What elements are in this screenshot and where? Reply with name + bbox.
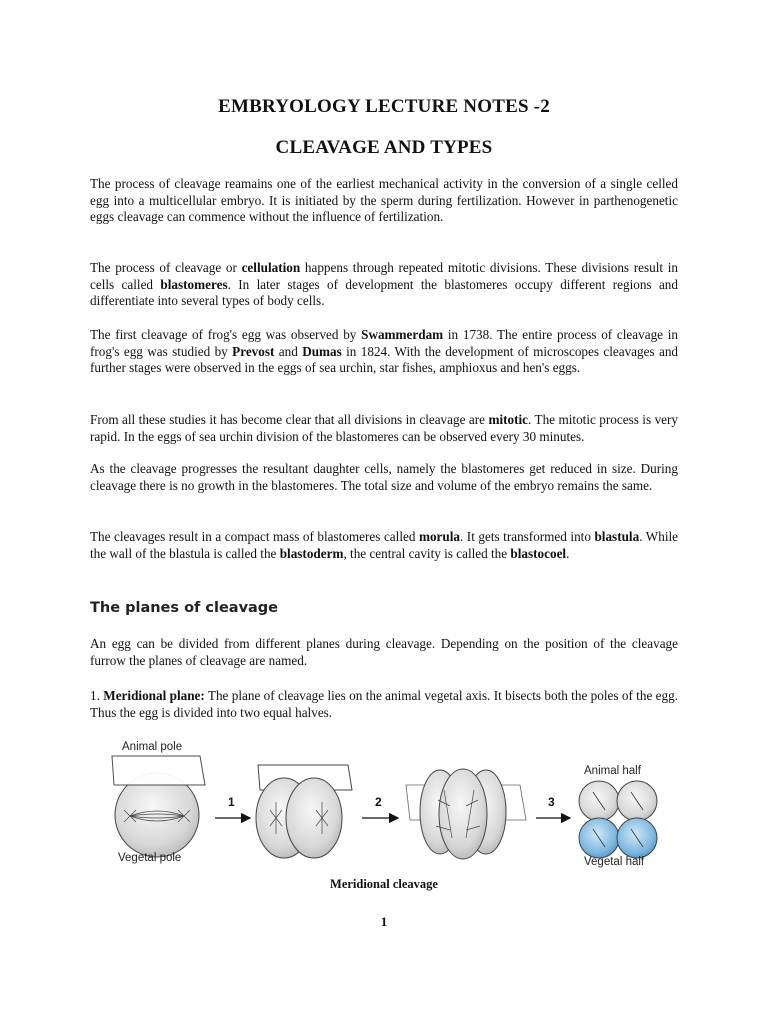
arrow-step-2 [362, 795, 398, 818]
egg-animal-vegetal-halves [579, 765, 657, 868]
egg-two-cell [256, 765, 352, 858]
arrow-step-3 [536, 795, 570, 818]
page-number: 1 [380, 914, 388, 929]
paragraph-cellulation: The process of cleavage or cellulation happens through repeated mitotic divisions. These divisions result in cells called blastomeres. In later stages of development the blastomeres occupy different regions and differentiate into several types of body cells. [90, 260, 678, 308]
paragraph-mitotic: From all these studies it has become clear that all divisions in cleavage are mitotic. The mitotic process is very rapid. In the eggs of sea urchin division of the blastomeres can be observed every 30 minutes. [90, 412, 678, 444]
cleavage-plane [112, 756, 205, 785]
paragraph-morula: The cleavages result in a compact mass of blastomeres called morula. It gets transformed into blastula. While the wall of the blastula is called the blastoderm, the central cavity is called the blastocoel. [90, 529, 678, 561]
step-1-label: 1 [228, 795, 235, 809]
paragraph-planes: An egg can be divided from different planes during cleavage. Depending on the position of the cleavage furrow the planes of cleavage are named. [90, 636, 678, 668]
meridional-cleavage-figure [100, 730, 680, 880]
paragraph-blastomere-size: As the cleavage progresses the resultant daughter cells, namely the blastomeres get reduced in size. During cleavage there is no growth in the blastomeres. The total size and volume of the embryo remains the same. [90, 461, 678, 493]
arrow-step-1 [215, 795, 250, 818]
document-subtitle: CLEAVAGE AND TYPES [275, 137, 493, 158]
paragraph-history: The first cleavage of frog's egg was observed by Swammerdam in 1738. The entire process of cleavage in frog's egg was studied by Prevost and Dumas in 1824. With the development of microscopes cleavages and further stages were observed in the eggs of sea urchin, star fishes, amphioxus and hen's eggs. [90, 327, 679, 375]
egg-four-cell [406, 769, 526, 859]
document-title: EMBRYOLOGY LECTURE NOTES -2 [218, 96, 550, 117]
step-2-label: 2 [375, 795, 382, 809]
paragraph-intro: The process of cleavage reamains one of the earliest mechanical activity in the conversion of a single celled egg into a multicellular embryo. It is initiated by the sperm during fertilization. However in parthenogenetic eggs cleavage can commence without the influence of fertilization. [90, 176, 678, 224]
section-heading: The planes of cleavage [90, 600, 279, 616]
animal-pole-label: Animal pole [122, 741, 183, 753]
vegetal-half-label: Vegetal half [584, 856, 645, 868]
animal-half-label: Animal half [584, 765, 641, 777]
step-3-label: 3 [548, 795, 555, 809]
paragraph-meridional: 1. Meridional plane: The plane of cleavage lies on the animal vegetal axis. It bisects both the poles of the egg. Thus the egg is divided into two equal halves. [90, 688, 678, 720]
egg-uncleaved [112, 741, 205, 864]
vegetal-pole-label: Vegetal pole [118, 852, 182, 864]
figure-caption: Meridional cleavage [330, 877, 438, 891]
